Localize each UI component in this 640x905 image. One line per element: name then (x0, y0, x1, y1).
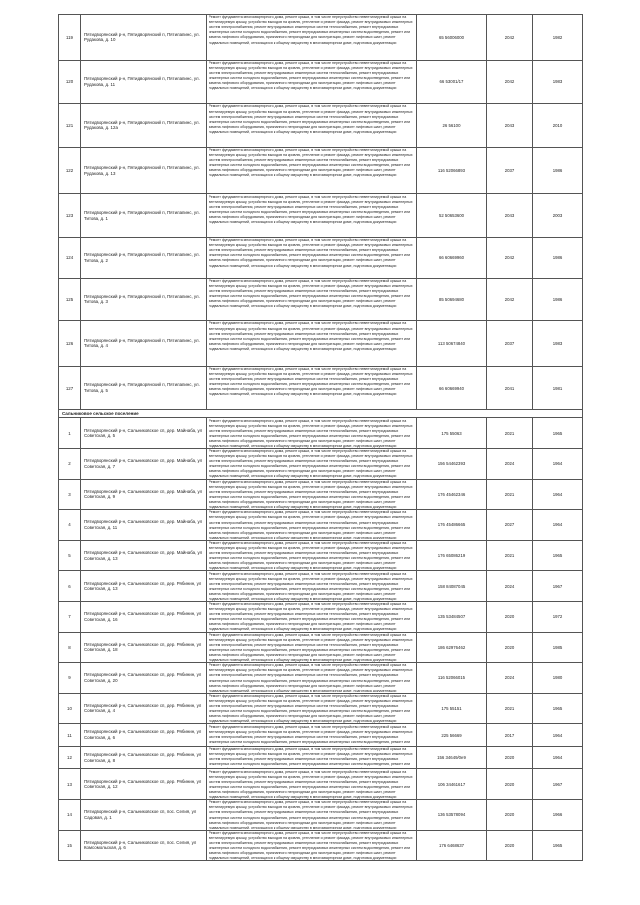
address-cell: Пятидворянский р-н, Сальниковское сп, дер. Рябинин, ул Советская, д. 6 (81, 724, 207, 747)
row-number: 3 (59, 479, 81, 510)
work-description-cell: Ремонт фундамента многоквартирного дома, ремонт крыши, в том числе переустройство невентилируемой крыши на вентилируемую крышу, устройство выходов на кровлю, утепление и ремонт фасада, ремонт внутридомовых инженерных систем электроснабжения, ремонт внутридомовых инженерных систем теплоснабжения, ремонт внутридомовых инженерных систем холодного водоснабжения, ремонт внутридомовых инженерных систем водоотведения, ремонт или замена лифтового оборудования, признанного непригодным для эксплуатации, ремонт лифтовых шахт, ремонт подвальных помещений, относящихся к общему имуществу в многоквартирном доме, подготовка документации (207, 800, 417, 831)
table-row (59, 479, 583, 510)
area-cell: 225 56669 (417, 724, 487, 747)
table-row (59, 830, 583, 861)
row-number: 126 (59, 321, 81, 367)
planned-year-cell: 2043 (487, 194, 533, 238)
address-cell: Пятидворянский р-н, Пятидворянский п, Пятилапинс, ул. Титова, д. 4 (81, 321, 207, 367)
area-cell: 52 50653600 (417, 194, 487, 238)
area-cell: 116 52066893 (417, 147, 487, 194)
row-number: 2 (59, 448, 81, 479)
row-number: 13 (59, 769, 81, 800)
table-row (59, 663, 583, 694)
planned-year-cell: 2020 (487, 601, 533, 632)
build-year-cell: 1986 (533, 237, 583, 278)
build-year-cell: 1965 (533, 418, 583, 449)
work-description-cell: Ремонт фундамента многоквартирного дома, ремонт крыши, в том числе переустройство невентилируемой крыши на вентилируемую крышу, устройство выходов на кровлю, утепление и ремонт фасада, ремонт внутридомовых инженерных систем электроснабжения, ремонт внутридомовых инженерных систем теплоснабжения, ремонт внутридомовых инженерных систем холодного водоснабжения, ремонт внутридомовых инженерных систем водоотведения, ремонт или замена лифтового оборудования, признанного непригодным для эксплуатации, ремонт лифтовых шахт, ремонт подвальных помещений, относящихся к общему имуществу в многоквартирном доме, подготовка документации (207, 15, 417, 61)
area-cell: 186 62976462 (417, 632, 487, 663)
work-description-cell: Ремонт фундамента многоквартирного дома, ремонт крыши, в том числе переустройство невентилируемой крыши на вентилируемую крышу, устройство выходов на кровлю, утепление и ремонт фасада, ремонт внутридомовых инженерных систем электроснабжения, ремонт внутридомовых инженерных систем теплоснабжения, ремонт внутридомовых инженерных систем холодного водоснабжения, ремонт внутридомовых инженерных систем водоотведения, ремонт или замена лифтового оборудования, признанного непригодным для эксплуатации, ремонт лифтовых шахт, ремонт подвальных помещений, относящихся к общему имуществу в многоквартирном доме, подготовка документации (207, 418, 417, 449)
section-header-row (59, 410, 583, 418)
work-description-cell: Ремонт фундамента многоквартирного дома, ремонт крыши, в том числе переустройство невентилируемой крыши на вентилируемую крышу, устройство выходов на кровлю, утепление и ремонт фасада, ремонт внутридомовых инженерных систем электроснабжения, ремонт внутридомовых инженерных систем теплоснабжения, ремонт внутридомовых инженерных систем холодного водоснабжения, ремонт внутридомовых инженерных систем водоотведения, ремонт или замена лифтового оборудования, признанного непригодным для эксплуатации, ремонт лифтовых шахт, ремонт подвальных помещений, относящихся к общему имуществу в многоквартирном доме, подготовка документации (207, 769, 417, 800)
table-row (59, 724, 583, 747)
work-description-cell: Ремонт фундамента многоквартирного дома, ремонт крыши, в том числе переустройство невентилируемой крыши на вентилируемую крышу, устройство выходов на кровлю, утепление и ремонт фасада, ремонт внутридомовых инженерных систем электроснабжения, ремонт внутридомовых инженерных систем теплоснабжения, ремонт внутридомовых инженерных систем холодного водоснабжения, ремонт внутридомовых инженерных систем водоотведения, ремонт или замена лифтового оборудования, признанного непригодным для эксплуатации, ремонт лифтовых шахт, ремонт подвальных помещений, относящихся к общему имуществу в многоквартирном доме, подготовка документации (207, 632, 417, 663)
address-cell: Пятидворянский р-н, Сальниковское сп, пос. Селия, ул Комсомольская, д. 6 (81, 830, 207, 861)
area-cell: 106 34461617 (417, 769, 487, 800)
table-body-pyatilapinsk (59, 15, 583, 410)
row-number: 7 (59, 601, 81, 632)
work-description-cell: Ремонт фундамента многоквартирного дома, ремонт крыши, в том числе переустройство невентилируемой крыши на вентилируемую крышу, устройство выходов на кровлю, утепление и ремонт фасада, ремонт внутридомовых инженерных систем электроснабжения, ремонт внутридомовых инженерных систем теплоснабжения, ремонт внутридомовых инженерных систем холодного водоснабжения, ремонт внутридомовых инженерных систем водоотведения, ремонт или замена лифтового оборудования, признанного непригодным для эксплуатации, ремонт лифтовых шахт, ремонт подвальных помещений, относящихся к общему имуществу в многоквартирном доме, подготовка документации (207, 321, 417, 367)
row-number: 122 (59, 147, 81, 194)
work-description-cell: Ремонт фундамента многоквартирного дома, ремонт крыши, в том числе переустройство невентилируемой крыши на вентилируемую крышу, устройство выходов на кровлю, утепление и ремонт фасада, ремонт внутридомовых инженерных систем электроснабжения, ремонт внутридомовых инженерных систем теплоснабжения, ремонт внутридомовых инженерных систем холодного водоснабжения, ремонт внутридомовых инженерных систем водоотведения, ремонт или замена лифтового оборудования, признанного непригодным для эксплуатации, ремонт лифтовых шахт, ремонт подвальных помещений, относящихся к общему имуществу в многоквартирном доме, подготовка документации (207, 693, 417, 724)
row-number: 125 (59, 278, 81, 321)
table-row (59, 366, 583, 410)
row-number: 11 (59, 724, 81, 747)
planned-year-cell: 2041 (487, 366, 533, 410)
work-description-cell: Ремонт фундамента многоквартирного дома, ремонт крыши, в том числе переустройство невентилируемой крыши на вентилируемую крышу, устройство выходов на кровлю, утепление и ремонт фасада, ремонт внутридомовых инженерных систем электроснабжения, ремонт внутридомовых инженерных систем теплоснабжения, ремонт внутридомовых инженерных систем холодного водоснабжения, ремонт внутридомовых инженерных систем водоотведения, ремонт или замена лифтового оборудования, признанного непригодным для эксплуатации, ремонт лифтовых шахт, ремонт подвальных помещений, относящихся к общему имуществу в многоквартирном доме, подготовка документации (207, 510, 417, 541)
address-cell: Пятидворянский р-н, Сальниковское сп, дер. Майнаба, ул Советская, д. 7 (81, 448, 207, 479)
area-cell: 156 54462393 (417, 448, 487, 479)
area-cell: 176 45486665 (417, 510, 487, 541)
document-table (58, 14, 582, 861)
work-description-cell: Ремонт фундамента многоквартирного дома, ремонт крыши, в том числе переустройство невентилируемой крыши на вентилируемую крышу, устройство выходов на кровлю, утепление и ремонт фасада, ремонт внутридомовых инженерных систем электроснабжения, ремонт внутридомовых инженерных систем теплоснабжения, ремонт внутридомовых инженерных систем холодного водоснабжения, ремонт внутридомовых инженерных систем водоотведения, ремонт или замена лифтового оборудования, признанного непригодным для эксплуатации, ремонт лифтовых шахт, ремонт подвальных помещений, относящихся к общему имуществу в многоквартирном доме, подготовка документации (207, 237, 417, 278)
work-description-cell: Ремонт фундамента многоквартирного дома, ремонт крыши, в том числе переустройство невентилируемой крыши на вентилируемую крышу, устройство выходов на кровлю, утепление и ремонт фасада, ремонт внутридомовых инженерных систем электроснабжения, ремонт внутридомовых инженерных систем теплоснабжения, ремонт внутридомовых инженерных систем холодного водоснабжения, ремонт внутридомовых инженерных систем водоотведения, ремонт или замена лифтового оборудования, признанного непригодным для эксплуатации, ремонт лифтовых шахт, ремонт подвальных помещений, относящихся к общему имуществу в многоквартирном доме, подготовка документации (207, 147, 417, 194)
build-year-cell: 2003 (533, 194, 583, 238)
area-cell: 176 6468637 (417, 830, 487, 861)
row-number: 15 (59, 830, 81, 861)
table-row (59, 321, 583, 367)
planned-year-cell: 2042 (487, 15, 533, 61)
build-year-cell: 1981 (533, 366, 583, 410)
build-year-cell: 1967 (533, 769, 583, 800)
planned-year-cell: 2021 (487, 479, 533, 510)
address-cell: Пятидворянский р-н, Сальниковское сп, дер. Рябинин, ул Советская, д. 13 (81, 571, 207, 602)
build-year-cell: 1964 (533, 448, 583, 479)
work-description-cell: Ремонт фундамента многоквартирного дома, ремонт крыши, в том числе переустройство невентилируемой крыши на вентилируемую крышу, устройство выходов на кровлю, утепление и ремонт фасада, ремонт внутридомовых инженерных систем электроснабжения, ремонт внутридомовых инженерных систем теплоснабжения, ремонт внутридомовых инженерных систем холодного водоснабжения, ремонт внутридомовых инженерных систем водоотведения, ремонт или замена лифтового оборудования, признанного непригодным для эксплуатации, ремонт лифтовых шахт, ремонт подвальных помещений, относящихся к общему имуществу в многоквартирном доме, подготовка документации (207, 194, 417, 238)
address-cell: Пятидворянский р-н, Пятидворянский п, Пятилапинс, ул. Рудакова, д. 11 (81, 60, 207, 104)
table-row (59, 60, 583, 104)
address-cell: Пятидворянский р-н, Сальниковское сп, дер. Майнаба, ул Советская, д. 9 (81, 479, 207, 510)
row-number: 124 (59, 237, 81, 278)
work-description-cell: Ремонт фундамента многоквартирного дома, ремонт крыши, в том числе переустройство невентилируемой крыши на вентилируемую крышу, устройство выходов на кровлю, утепление и ремонт фасада, ремонт внутридомовых инженерных систем электроснабжения, ремонт внутридомовых инженерных систем теплоснабжения, ремонт внутридомовых инженерных систем холодного водоснабжения, ремонт внутридомовых инженерных систем водоотведения, ремонт или замена лифтового оборудования, признанного непригодным для эксплуатации, ремонт лифтовых шахт, ремонт подвальных помещений, относящихся к общему имуществу в многоквартирном доме, подготовка документации (207, 104, 417, 148)
area-cell: 65 56006000 (417, 15, 487, 61)
build-year-cell: 1967 (533, 571, 583, 602)
table-row (59, 278, 583, 321)
build-year-cell: 1985 (533, 632, 583, 663)
work-description-cell: Ремонт фундамента многоквартирного дома, ремонт крыши, в том числе переустройство невентилируемой крыши на вентилируемую крышу, устройство выходов на кровлю, утепление и ремонт фасада, ремонт внутридомовых инженерных систем электроснабжения, ремонт внутридомовых инженерных систем теплоснабжения, ремонт внутридомовых инженерных систем холодного водоснабжения, ремонт внутридомовых инженерных систем водоотведения, ремонт или (207, 746, 417, 769)
table-row (59, 194, 583, 238)
address-cell: Пятидворянский р-н, Пятидворянский п, Пятилапинс, ул. Титова, д. 5 (81, 366, 207, 410)
table-row (59, 15, 583, 61)
address-cell: Пятидворянский р-н, Пятидворянский п, Пятилапинс, ул. Рудакова, д. 10 (81, 15, 207, 61)
work-description-cell: Ремонт фундамента многоквартирного дома, ремонт крыши, в том числе переустройство невентилируемой крыши на вентилируемую крышу, устройство выходов на кровлю, утепление и ремонт фасада, ремонт внутридомовых инженерных систем электроснабжения, ремонт внутридомовых инженерных систем теплоснабжения, ремонт внутридомовых инженерных систем холодного водоснабжения, ремонт внутридомовых инженерных систем водоотведения, ремонт или замена лифтового оборудования, признанного непригодным для эксплуатации, ремонт лифтовых шахт, ремонт подвальных помещений, относящихся к общему имуществу в многоквартирном доме, подготовка документации (207, 571, 417, 602)
area-cell: 158 84087045 (417, 571, 487, 602)
address-cell: Пятидворянский р-н, Сальниковское сп, дер. Рябинин, ул Советская, д. 4 (81, 693, 207, 724)
planned-year-cell: 2020 (487, 800, 533, 831)
area-cell: 66 60669960 (417, 237, 487, 278)
section-title: Сальниковое сельское поселение (59, 410, 583, 418)
work-description-cell: Ремонт фундамента многоквартирного дома, ремонт крыши, в том числе переустройство невентилируемой крыши на вентилируемую крышу, устройство выходов на кровлю, утепление и ремонт фасада, ремонт внутридомовых инженерных систем электроснабжения, ремонт внутридомовых инженерных систем теплоснабжения, ремонт внутридомовых инженерных систем холодного водоснабжения, ремонт внутридомовых инженерных систем водоотведения, ремонт или замена лифтового оборудования, признанного непригодным для эксплуатации, ремонт лифтовых шахт, ремонт подвальных помещений, относящихся к общему имуществу в многоквартирном доме, подготовка документации (207, 540, 417, 571)
address-cell: Пятидворянский р-н, Сальниковское сп, дер. Рябинин, ул Советская, д. 16 (81, 601, 207, 632)
build-year-cell: 1964 (533, 479, 583, 510)
row-number: 119 (59, 15, 81, 61)
capital-repair-table (58, 14, 583, 861)
area-cell: 176 45462346 (417, 479, 487, 510)
planned-year-cell: 2021 (487, 693, 533, 724)
table-row (59, 540, 583, 571)
area-cell: 113 50674840 (417, 321, 487, 367)
area-cell: 135 53484507 (417, 601, 487, 632)
table-row (59, 601, 583, 632)
table-row (59, 448, 583, 479)
work-description-cell: Ремонт фундамента многоквартирного дома, ремонт крыши, в том числе переустройство невентилируемой крыши на вентилируемую крышу, устройство выходов на кровлю, утепление и ремонт фасада, ремонт внутридомовых инженерных систем электроснабжения, ремонт внутридомовых инженерных систем теплоснабжения, ремонт внутридомовых инженерных систем холодного водоснабжения, ремонт внутридомовых инженерных систем водоотведения, ремонт или замена лифтового оборудования, признанного непригодным для эксплуатации, ремонт лифтовых шахт, ремонт подвальных помещений, относящихся к общему имуществу в многоквартирном доме, подготовка документации (207, 366, 417, 410)
work-description-cell: Ремонт фундамента многоквартирного дома, ремонт крыши, в том числе переустройство невентилируемой крыши на вентилируемую крышу, устройство выходов на кровлю, утепление и ремонт фасада, ремонт внутридомовых инженерных систем электроснабжения, ремонт внутридомовых инженерных систем теплоснабжения, ремонт внутридомовых инженерных систем холодного водоснабжения, ремонт внутридомовых инженерных систем водоотведения, ремонт или замена лифтового оборудования, признанного непригодным для эксплуатации, ремонт лифтовых шахт, ремонт подвальных помещений, относящихся к общему имуществу в многоквартирном доме, подготовка документации (207, 479, 417, 510)
planned-year-cell: 2037 (487, 147, 533, 194)
planned-year-cell: 2021 (487, 540, 533, 571)
row-number: 8 (59, 632, 81, 663)
table-row (59, 800, 583, 831)
table-row (59, 746, 583, 769)
build-year-cell: 1986 (533, 147, 583, 194)
planned-year-cell: 2042 (487, 237, 533, 278)
planned-year-cell: 2020 (487, 769, 533, 800)
planned-year-cell: 2020 (487, 746, 533, 769)
area-cell: 175 55063 (417, 418, 487, 449)
row-number: 121 (59, 104, 81, 148)
build-year-cell: 1982 (533, 15, 583, 61)
address-cell: Пятидворянский р-н, Сальниковское сп, дер. Майнаба, ул Советская, д. 13 (81, 540, 207, 571)
row-number: 14 (59, 800, 81, 831)
work-description-cell: Ремонт фундамента многоквартирного дома, ремонт крыши, в том числе переустройство невентилируемой крыши на вентилируемую крышу, устройство выходов на кровлю, утепление и ремонт фасада, ремонт внутридомовых инженерных систем электроснабжения, ремонт внутридомовых инженерных систем теплоснабжения, ремонт внутридомовых инженерных систем холодного водоснабжения, ремонт внутридомовых инженерных систем водоотведения, ремонт или замена лифтового оборудования, признанного непригодным для эксплуатации, ремонт лифтовых шахт, ремонт подвальных помещений, относящихся к общему имуществу в многоквартирном доме, подготовка документации (207, 601, 417, 632)
planned-year-cell: 2037 (487, 321, 533, 367)
work-description-cell: Ремонт фундамента многоквартирного дома, ремонт крыши, в том числе переустройство невентилируемой крыши на вентилируемую крышу, устройство выходов на кровлю, утепление и ремонт фасада, ремонт внутридомовых инженерных систем электроснабжения, ремонт внутридомовых инженерных систем теплоснабжения, ремонт внутридомовых инженерных систем холодного водоснабжения, ремонт внутридомовых инженерных систем водоотведения, ремонт или замена лифтового оборудования, признанного непригодным для эксплуатации, ремонт лифтовых шахт, ремонт подвальных помещений, относящихся к общему имуществу в многоквартирном доме, подготовка документации (207, 663, 417, 694)
planned-year-cell: 2020 (487, 632, 533, 663)
address-cell: Пятидворянский р-н, Пятидворянский п, Пятилапинс, ул. Рудакова, д. 12а (81, 104, 207, 148)
address-cell: Пятидворянский р-н, Сальниковское сп, дер. Рябинин, ул Советская, д. 8 (81, 746, 207, 769)
planned-year-cell: 2042 (487, 60, 533, 104)
address-cell: Пятидворянский р-н, Сальниковское сп, дер. Рябинин, ул Советская, д. 20 (81, 663, 207, 694)
row-number: 127 (59, 366, 81, 410)
build-year-cell: 2010 (533, 104, 583, 148)
planned-year-cell: 2017 (487, 724, 533, 747)
address-cell: Пятидворянский р-н, Сальниковское сп, дер. Рябинин, ул Советская, д. 12 (81, 769, 207, 800)
table-row (59, 510, 583, 541)
area-cell: 136 53578094 (417, 800, 487, 831)
row-number: 4 (59, 510, 81, 541)
table-row (59, 418, 583, 449)
build-year-cell: 1965 (533, 540, 583, 571)
address-cell: Пятидворянский р-н, Пятидворянский п, Пятилапинс, ул. Титова, д. 1 (81, 194, 207, 238)
table-row (59, 632, 583, 663)
planned-year-cell: 2042 (487, 278, 533, 321)
planned-year-cell: 2021 (487, 418, 533, 449)
build-year-cell: 1965 (533, 830, 583, 861)
planned-year-cell: 2027 (487, 510, 533, 541)
address-cell: Пятидворянский р-н, Сальниковское сп, пос. Селия, ул Садовая, д. 1 (81, 800, 207, 831)
table-row (59, 147, 583, 194)
area-cell: 156 34649/0е9 (417, 746, 487, 769)
area-cell: 85 50694680 (417, 278, 487, 321)
address-cell: Пятидворянский р-н, Пятидворянский п, Пятилапинс, ул. Титова, д. 2 (81, 237, 207, 278)
row-number: 10 (59, 693, 81, 724)
address-cell: Пятидворянский р-н, Пятидворянский п, Пятилапинс, ул. Рудакова, д. 13 (81, 147, 207, 194)
work-description-cell: Ремонт фундамента многоквартирного дома, ремонт крыши, в том числе переустройство невентилируемой крыши на вентилируемую крышу, устройство выходов на кровлю, утепление и ремонт фасада, ремонт внутридомовых инженерных систем электроснабжения, ремонт внутридомовых инженерных систем теплоснабжения, ремонт внутридомовых инженерных систем холодного водоснабжения, ремонт внутридомовых инженерных систем водоотведения, ремонт или (207, 724, 417, 747)
area-cell: 66 60669940 (417, 366, 487, 410)
work-description-cell: Ремонт фундамента многоквартирного дома, ремонт крыши, в том числе переустройство невентилируемой крыши на вентилируемую крышу, устройство выходов на кровлю, утепление и ремонт фасада, ремонт внутридомовых инженерных систем электроснабжения, ремонт внутридомовых инженерных систем теплоснабжения, ремонт внутридомовых инженерных систем холодного водоснабжения, ремонт внутридомовых инженерных систем водоотведения, ремонт или замена лифтового оборудования, признанного непригодным для эксплуатации, ремонт лифтовых шахт, ремонт подвальных помещений, относящихся к общему имуществу в многоквартирном доме, подготовка документации (207, 278, 417, 321)
build-year-cell: 1965 (533, 693, 583, 724)
area-cell: 176 65086219 (417, 540, 487, 571)
build-year-cell: 1983 (533, 60, 583, 104)
section-row-group (59, 410, 583, 418)
work-description-cell: Ремонт фундамента многоквартирного дома, ремонт крыши, в том числе переустройство невентилируемой крыши на вентилируемую крышу, устройство выходов на кровлю, утепление и ремонт фасада, ремонт внутридомовых инженерных систем электроснабжения, ремонт внутридомовых инженерных систем теплоснабжения, ремонт внутридомовых инженерных систем холодного водоснабжения, ремонт внутридомовых инженерных систем водоотведения, ремонт или замена лифтового оборудования, признанного непригодным для эксплуатации, ремонт лифтовых шахт, ремонт подвальных помещений, относящихся к общему имуществу в многоквартирном доме, подготовка документации (207, 448, 417, 479)
table-row (59, 769, 583, 800)
address-cell: Пятидворянский р-н, Сальниковское сп, дер. Майнаба, ул Советская, д. 5 (81, 418, 207, 449)
table-row (59, 693, 583, 724)
area-cell: 26 56100 (417, 104, 487, 148)
table-row (59, 104, 583, 148)
planned-year-cell: 2024 (487, 448, 533, 479)
area-cell: 66 53001/17 (417, 60, 487, 104)
table-row (59, 237, 583, 278)
row-number: 120 (59, 60, 81, 104)
build-year-cell: 1986 (533, 278, 583, 321)
build-year-cell: 1964 (533, 724, 583, 747)
row-number: 9 (59, 663, 81, 694)
area-cell: 175 55151 (417, 693, 487, 724)
table-row (59, 571, 583, 602)
build-year-cell: 1964 (533, 510, 583, 541)
planned-year-cell: 2024 (487, 571, 533, 602)
area-cell: 116 52066015 (417, 663, 487, 694)
address-cell: Пятидворянский р-н, Пятидворянский п, Пятилапинс, ул. Титова, д. 3 (81, 278, 207, 321)
build-year-cell: 1966 (533, 800, 583, 831)
build-year-cell: 1983 (533, 321, 583, 367)
planned-year-cell: 2043 (487, 104, 533, 148)
work-description-cell: Ремонт фундамента многоквартирного дома, ремонт крыши, в том числе переустройство невентилируемой крыши на вентилируемую крышу, устройство выходов на кровлю, утепление и ремонт фасада, ремонт внутридомовых инженерных систем электроснабжения, ремонт внутридомовых инженерных систем теплоснабжения, ремонт внутридомовых инженерных систем холодного водоснабжения, ремонт внутридомовых инженерных систем водоотведения, ремонт или замена лифтового оборудования, признанного непригодным для эксплуатации, ремонт лифтовых шахт, ремонт подвальных помещений, относящихся к общему имуществу в многоквартирном доме, подготовка документации (207, 60, 417, 104)
row-number: 12 (59, 746, 81, 769)
build-year-cell: 1964 (533, 746, 583, 769)
address-cell: Пятидворянский р-н, Сальниковское сп, дер. Рябинин, ул Советская, д. 18 (81, 632, 207, 663)
table-body-salnikovo (59, 418, 583, 861)
row-number: 123 (59, 194, 81, 238)
row-number: 1 (59, 418, 81, 449)
row-number: 5 (59, 540, 81, 571)
row-number: 6 (59, 571, 81, 602)
planned-year-cell: 2020 (487, 830, 533, 861)
address-cell: Пятидворянский р-н, Сальниковское сп, дер. Майнаба, ул Советская, д. 11 (81, 510, 207, 541)
work-description-cell: Ремонт фундамента многоквартирного дома, ремонт крыши, в том числе переустройство невентилируемой крыши на вентилируемую крышу, устройство выходов на кровлю, утепление и ремонт фасада, ремонт внутридомовых инженерных систем электроснабжения, ремонт внутридомовых инженерных систем теплоснабжения, ремонт внутридомовых инженерных систем холодного водоснабжения, ремонт внутридомовых инженерных систем водоотведения, ремонт или замена лифтового оборудования, признанного непригодным для эксплуатации, ремонт лифтовых шахт, ремонт подвальных помещений, относящихся к общему имуществу в многоквартирном доме, подготовка документации (207, 830, 417, 861)
build-year-cell: 1980 (533, 663, 583, 694)
build-year-cell: 1972 (533, 601, 583, 632)
planned-year-cell: 2024 (487, 663, 533, 694)
